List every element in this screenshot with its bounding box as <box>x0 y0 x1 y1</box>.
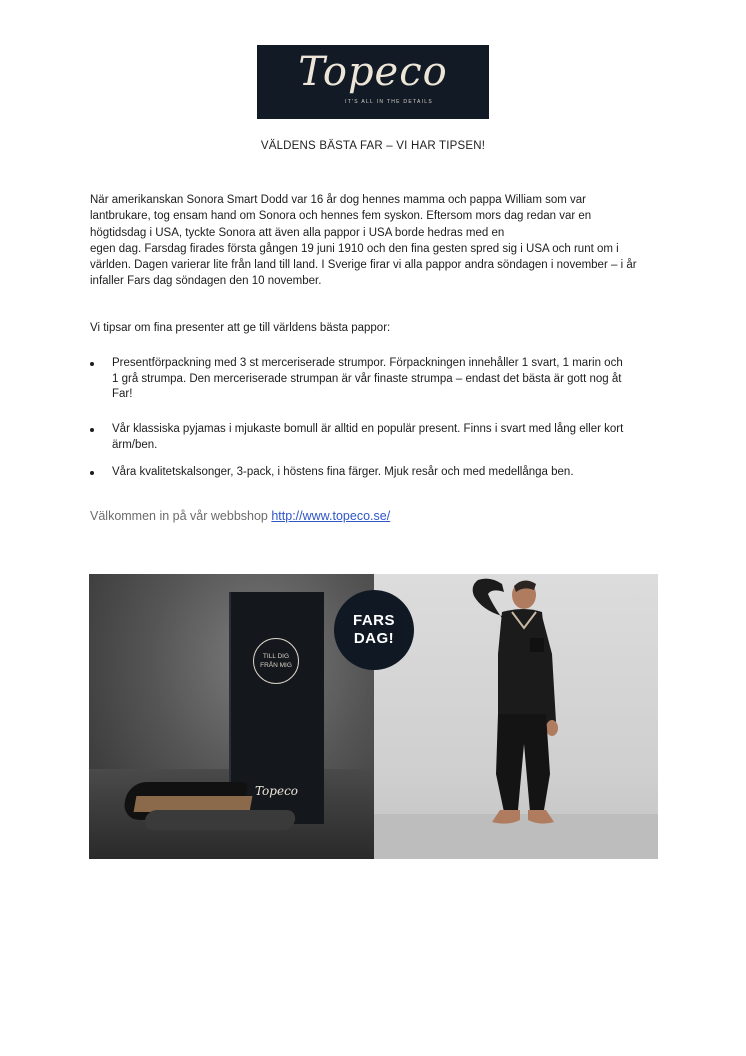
bullet-dot <box>90 471 94 475</box>
bullet-dot <box>90 428 94 432</box>
list-item <box>112 356 657 403</box>
socks-grey <box>143 810 297 830</box>
list-item-line: Våra kvalitetskalsonger, 3-pack, i höstens fina färger. Mjuk resår och med medellånga ben. <box>112 466 574 478</box>
paragraph-line: högtidsdag i USA, tyckte Sonora att även alla pappor i USA borde hedras med en <box>90 226 505 239</box>
webshop-text <box>90 509 390 523</box>
intro-paragraph <box>90 192 660 290</box>
paragraph-line: När amerikanskan Sonora Smart Dodd var 16 år dog hennes mamma och pappa William som var <box>90 194 586 206</box>
fars-dag-line: FARS <box>352 612 395 629</box>
logo-wordmark: Topeco <box>298 49 448 95</box>
bullet-dot <box>90 362 94 366</box>
box-badge <box>253 638 299 684</box>
list-item-line: Vår klassiska pyjamas i mjukaste bomull är alltid en populär present. Finns i svart med lång eller kort <box>112 423 624 435</box>
box-badge-line: TILL DIG <box>262 653 290 660</box>
box-badge-line: FRÅN MIG <box>260 662 292 669</box>
webshop-link[interactable]: http://www.topeco.se/ <box>271 509 391 523</box>
logo-tagline: IT'S ALL IN THE DETAILS <box>345 99 434 105</box>
paragraph-line: världen. Dagen varierar lite från land till land. I Sverige firar vi alla pappor andra söndagen i november – i år <box>90 259 637 272</box>
paragraph-line: lantbrukare, tog ensam hand om Sonora och hennes fem syskon. Eftersom mors dag redan var en <box>90 210 592 223</box>
gift-box-photo <box>89 574 374 859</box>
paragraph-line: egen dag. Farsdag firades första gången 19 juni 1910 och den fina gesten spred sig i USA och runt om i <box>90 242 619 255</box>
list-item-line: 1 grå strumpa. Den merceriserade strumpan är vår finaste strumpa – endast det bästa är gott nog åt <box>112 372 622 385</box>
list-item <box>112 465 657 481</box>
list-item-line: Presentförpackning med 3 st merceriserade strumpor. Förpackningen innehåller 1 svart, 1 marin och <box>112 357 623 369</box>
fars-dag-line: DAG! <box>353 630 395 647</box>
fars-dag-badge <box>334 590 414 670</box>
webshop-label: Välkommen in på vår webbshop <box>90 509 272 523</box>
paragraph-line: infaller Fars dag söndagen den 10 november. <box>90 275 322 288</box>
list-item-line: Far! <box>112 388 133 400</box>
gift-intro: Vi tipsar om fina presenter att ge till världens bästa pappor: <box>90 322 391 334</box>
topeco-logo <box>257 45 489 119</box>
pyjamas-photo <box>374 574 658 859</box>
box-logo: Topeco <box>254 784 299 798</box>
page-title: VÄLDENS BÄSTA FAR – VI HAR TIPSEN! <box>260 140 486 152</box>
man-in-pyjamas <box>374 574 658 859</box>
list-item <box>112 422 657 453</box>
list-item-line: ärm/ben. <box>112 438 158 451</box>
